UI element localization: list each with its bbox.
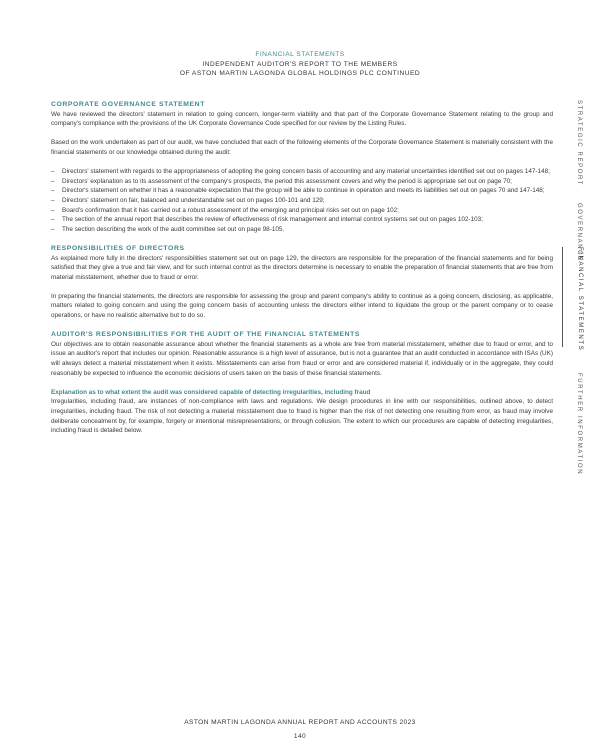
governance-elements-list	[51, 167, 553, 234]
section-heading: CORPORATE GOVERNANCE STATEMENT	[51, 101, 205, 108]
publication-title: ASTON MARTIN LAGONDA ANNUAL REPORT AND ACCOUNTS 2023	[184, 719, 416, 726]
paragraph: Based on the work undertaken as part of our audit, we have concluded that each of the following elements of the Corporate Governance Statement is materially consistent with the financial statements or our knowledge obtained during the audit:	[51, 139, 553, 156]
section-heading: RESPONSIBILITIES OF DIRECTORS	[51, 244, 185, 252]
paragraph: We have reviewed the directors' statement in relation to going concern, longer-term viability and that part of the Corporate Governance Statement relating to the group and company's compliance with the provisions of the UK Corporate Governance Code specified for our review by the Listing Rules.	[51, 110, 553, 128]
nav-governance[interactable]: GOVERNANCE	[576, 203, 582, 262]
paragraph: Irregularities, including fraud, are instances of non-compliance with laws and regulations. We design procedures in line with our responsibilities, outlined above, to detect irregularities, including fraud. The risk of not detecting a material misstatement due to fraud is higher than the risk of not detecting one resulting from error, as fraud may involve deliberate concealment by, for example, forgery or intentional misrepresentations, or through collusion. The extent to which our procedures are capable of detecting irregularities, including fraud is detailed below.	[51, 398, 553, 435]
auditor-responsibilities-section	[51, 330, 553, 436]
list-item: – Directors' explanation as to its assessment of the company's prospects, the period this assessment covers and why the period is appropriate set out on page 70;	[51, 177, 553, 187]
list-item: – Directors' statement on fair, balanced and understandable set out on pages 100-101 and 129;	[51, 196, 553, 206]
report-title-line2: OF ASTON MARTIN LAGONDA GLOBAL HOLDINGS PLC CONTINUED	[179, 70, 421, 77]
corporate-governance-section	[51, 100, 553, 234]
paragraph: As explained more fully in the directors' responsibilities statement set out on page 129, the directors are responsible for the preparation of the financial statements and for being satisfied that they give a true and fair view, and for such internal control as the directors determine is necessary to enable the preparation of financial statements that are free from material misstatement, whether due to fraud or error.	[51, 254, 553, 281]
list-item: – The section describing the work of the audit committee set out on page 98-105.	[51, 225, 553, 235]
page-number: 140	[293, 733, 307, 740]
list-item: – The section of the annual report that describes the review of effectiveness of risk management and internal control systems set out on pages 102-103;	[51, 215, 553, 225]
list-item: – Board's confirmation that it has carried out a robust assessment of the emerging and principal risks set out on page 102;	[51, 206, 553, 216]
page-footer	[0, 716, 600, 744]
page-header	[0, 50, 600, 79]
main-content	[51, 100, 553, 436]
paragraph: In preparing the financial statements, the directors are responsible for assessing the group and parent company's ability to continue as a going concern, disclosing, as applicable, matters related to going concern and using the going concern basis of accounting unless the directors either intend to liquidate the group or the parent company or to cease operations, or have no realistic alternative but to do so.	[51, 292, 553, 320]
nav-further-information[interactable]: FURTHER INFORMATION	[576, 373, 582, 476]
nav-financial-statements[interactable]: FINANCIAL STATEMENTS	[562, 247, 583, 347]
section-label: FINANCIAL STATEMENTS	[255, 51, 345, 58]
section-side-nav	[562, 100, 582, 500]
list-item: – Director's statement on whether it has a reasonable expectation that the group will be able to continue in operation and meets its liabilities set out on pages 70 and 147-148;	[51, 186, 553, 196]
report-title-line1: INDEPENDENT AUDITOR'S REPORT TO THE MEMBERS	[202, 60, 398, 68]
list-item: – Directors' statement with regards to the appropriateness of adopting the going concern basis of accounting and any material uncertainties identified set out on pages 147-148;	[51, 167, 553, 177]
nav-strategic-report[interactable]: STRATEGIC REPORT	[576, 100, 582, 187]
section-heading: AUDITOR'S RESPONSIBILITIES FOR THE AUDIT OF THE FINANCIAL STATEMENTS	[51, 331, 361, 339]
paragraph: Our objectives are to obtain reasonable assurance about whether the financial statements as a whole are free from material misstatement, whether due to fraud or error, and to issue an auditor's report that includes our opinion. Reasonable assurance is a high level of assurance, but is not a guarantee that an audit conducted in accordance with ISAs (UK) will always detect a material misstatement when it exists. Misstatements can arise from fraud or error and are considered material if, individually or in the aggregate, they could reasonably be expected to influence the economic decisions of users taken on the basis of these financial statements.	[51, 340, 553, 377]
directors-responsibilities-section	[51, 244, 553, 321]
subheading: Explanation as to what extent the audit was considered capable of detecting irregularities, including fraud	[51, 388, 371, 396]
